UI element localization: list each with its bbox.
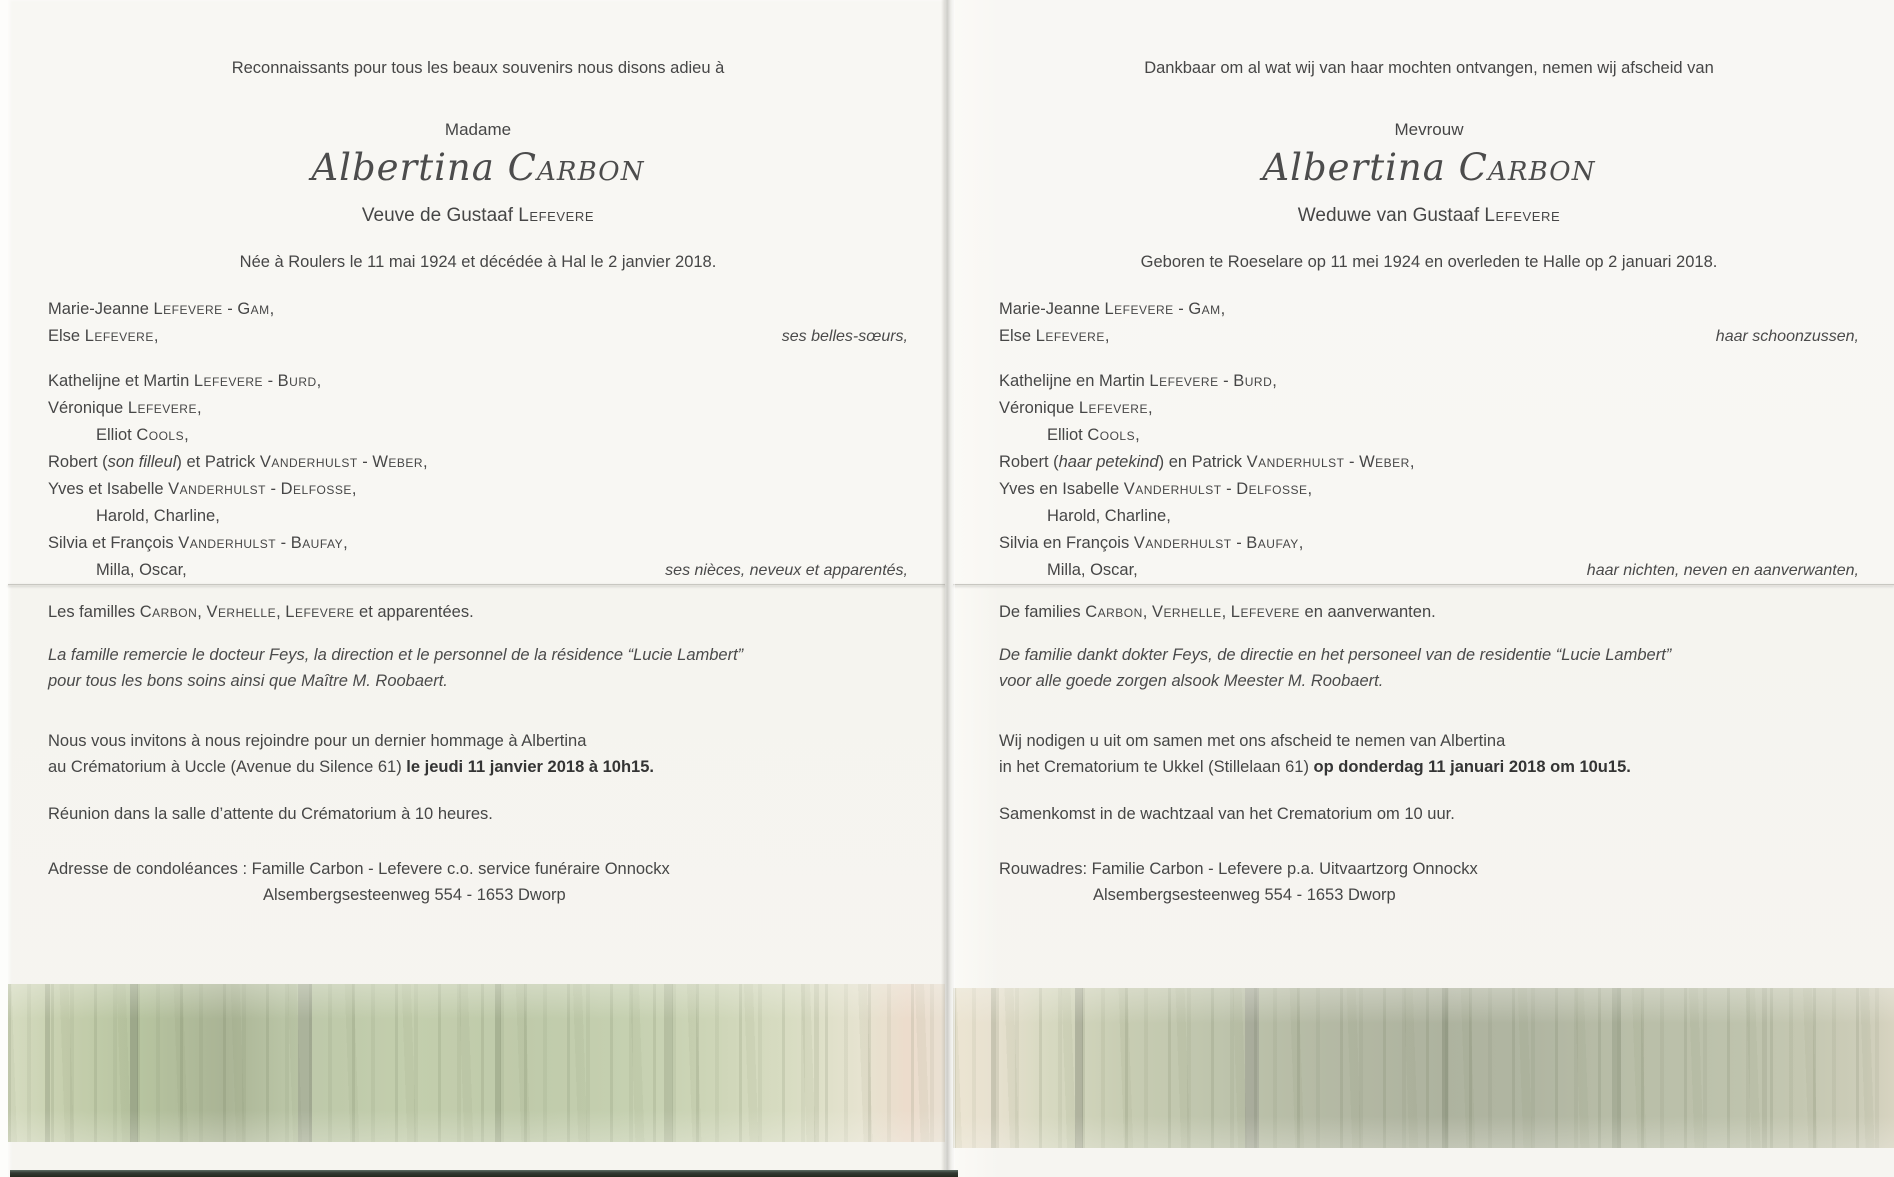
widow-line: Weduwe van Gustaaf Lefevere — [1297, 205, 1561, 226]
relatives-row — [999, 422, 1859, 449]
relatives-row — [48, 323, 908, 350]
card-fold-line — [953, 584, 1894, 586]
tree-trunk — [1762, 988, 1767, 1148]
relatives-row — [999, 503, 1859, 530]
invitation-line-2: in het Crematorium te Ukkel (Stillelaan 61) op donderdag 11 januari 2018 om 10u15. — [999, 758, 1631, 776]
forest-photo-strip — [953, 988, 1894, 1148]
acknowledgement-line-1: De familie dankt dokter Feys, de directie en het personeel van de residentie “Lucie Lambert” — [999, 646, 1672, 664]
relative-names: Robert (haar petekind) en Patrick Vanderhulst - Weber, — [999, 453, 1415, 471]
relative-names: Véronique Lefevere, — [999, 399, 1153, 417]
condolence-address-line-1: Adresse de condoléances : Famille Carbon - Lefevere c.o. service funéraire Onnockx — [48, 860, 670, 878]
condolence-address-line-2: Alsembergsesteenweg 554 - 1653 Dworp — [1093, 886, 1396, 904]
relative-names: Marie-Jeanne Lefevere - Gam, — [999, 300, 1226, 318]
tree-trunk — [1612, 988, 1621, 1148]
families-line: De families Carbon, Verhelle, Lefevere en aanverwanten. — [999, 603, 1436, 621]
tree-trunk — [664, 984, 673, 1142]
tree-trunk — [814, 984, 819, 1142]
relative-names: Elliot Cools, — [1047, 426, 1140, 444]
intro-line: Dankbaar om al wat wij van haar mochten ontvangen, nemen wij afscheid van — [1144, 59, 1714, 77]
condolence-address-line-1: Rouwadres: Familie Carbon - Lefevere p.a. Uitvaartzorg Onnockx — [999, 860, 1478, 878]
relative-names: Elliot Cools, — [96, 426, 189, 444]
tree-trunk — [1075, 988, 1083, 1148]
card-fold-line — [8, 584, 945, 586]
birth-death-line: Geboren te Roeselare op 11 mei 1924 en overleden te Halle op 2 januari 2018. — [1140, 253, 1718, 271]
intro-line: Reconnaissants pour tous les beaux souvenirs nous disons adieu à — [231, 59, 725, 77]
relative-names: Harold, Charline, — [1047, 507, 1171, 525]
relatives-row — [999, 476, 1859, 503]
tree-trunk — [495, 984, 501, 1142]
relative-names: Milla, Oscar, — [96, 561, 187, 579]
relatives-row — [48, 296, 908, 323]
relative-names: Kathelijne en Martin Lefevere - Burd, — [999, 372, 1277, 390]
relatives-row — [999, 395, 1859, 422]
relative-names: Marie-Jeanne Lefevere - Gam, — [48, 300, 275, 318]
tree-trunk — [130, 984, 138, 1142]
relatives-row — [999, 530, 1859, 557]
relative-names: Harold, Charline, — [96, 507, 220, 525]
relatives-list — [48, 296, 908, 584]
meeting-line: Réunion dans la salle d’attente du Crématorium à 10 heures. — [48, 805, 493, 823]
relative-names: Yves en Isabelle Vanderhulst - Delfosse, — [999, 480, 1313, 498]
relative-names: Véronique Lefevere, — [48, 399, 202, 417]
meeting-line: Samenkomst in de wachtzaal van het Crematorium om 10 uur. — [999, 805, 1455, 823]
acknowledgement-line-2: voor alle goede zorgen alsook Meester M. Roobaert. — [999, 672, 1384, 690]
relative-names: Robert (son filleul) et Patrick Vanderhulst - Weber, — [48, 453, 428, 471]
widow-line: Veuve de Gustaaf Lefevere — [361, 205, 595, 226]
tree-trunk — [1442, 988, 1448, 1148]
relatives-row — [999, 557, 1859, 584]
relatives-list — [999, 296, 1859, 584]
relatives-row — [48, 449, 908, 476]
birth-death-line: Née à Roulers le 11 mai 1924 et décédée à Hal le 2 janvier 2018. — [239, 253, 717, 271]
salutation: Madame — [444, 120, 512, 139]
relatives-row — [999, 296, 1859, 323]
memorial-card-dutch — [953, 0, 1894, 1177]
relative-names: Silvia et François Vanderhulst - Baufay, — [48, 534, 348, 552]
condolence-address-line-2: Alsembergsesteenweg 554 - 1653 Dworp — [263, 886, 566, 904]
relatives-row — [48, 422, 908, 449]
relatives-row — [48, 476, 908, 503]
relative-names: Else Lefevere, — [999, 327, 1110, 345]
relation-label: ses nièces, neveux et apparentés, — [665, 562, 908, 579]
relative-names: Yves et Isabelle Vanderhulst - Delfosse, — [48, 480, 357, 498]
families-line: Les familles Carbon, Verhelle, Lefevere et apparentées. — [48, 603, 474, 621]
relatives-row — [48, 395, 908, 422]
relatives-row — [48, 530, 908, 557]
salutation: Mevrouw — [1394, 120, 1464, 139]
relation-label: haar schoonzussen, — [1715, 328, 1859, 345]
relation-label: ses belles-sœurs, — [781, 328, 908, 345]
tree-trunk — [1245, 988, 1259, 1148]
tree-trunk — [991, 988, 996, 1148]
tree-trunk — [298, 984, 312, 1142]
invitation-line-1: Nous vous invitons à nous rejoindre pour un dernier hommage à Albertina — [48, 732, 587, 750]
invitation-line-1: Wij nodigen u uit om samen met ons afscheid te nemen van Albertina — [999, 732, 1506, 750]
card-gap-shadow — [941, 0, 955, 1177]
relative-names: Silvia en François Vanderhulst - Baufay, — [999, 534, 1304, 552]
relatives-row — [999, 449, 1859, 476]
relative-names: Kathelijne et Martin Lefevere - Burd, — [48, 372, 322, 390]
acknowledgement-line-1: La famille remercie le docteur Feys, la direction et le personnel de la résidence “Lucie Lambert” — [48, 646, 744, 664]
deceased-name: Albertina Carbon — [311, 146, 645, 189]
relation-label: haar nichten, neven en aanverwanten, — [1586, 562, 1859, 579]
relative-names: Milla, Oscar, — [1047, 561, 1138, 579]
relatives-row — [999, 368, 1859, 395]
relative-names: Else Lefevere, — [48, 327, 159, 345]
relatives-row — [999, 323, 1859, 350]
deceased-name: Albertina Carbon — [1262, 146, 1596, 189]
scanner-edge-bar — [10, 1170, 958, 1177]
acknowledgement-line-2: pour tous les bons soins ainsi que Maître M. Roobaert. — [48, 672, 448, 690]
forest-photo-strip — [8, 984, 945, 1142]
invitation-line-2: au Crématorium à Uccle (Avenue du Silence 61) le jeudi 11 janvier 2018 à 10h15. — [48, 758, 654, 776]
relatives-row — [48, 368, 908, 395]
relatives-row — [48, 503, 908, 530]
relatives-row — [48, 557, 908, 584]
tree-trunk — [45, 984, 50, 1142]
memorial-card-french — [8, 0, 945, 1177]
